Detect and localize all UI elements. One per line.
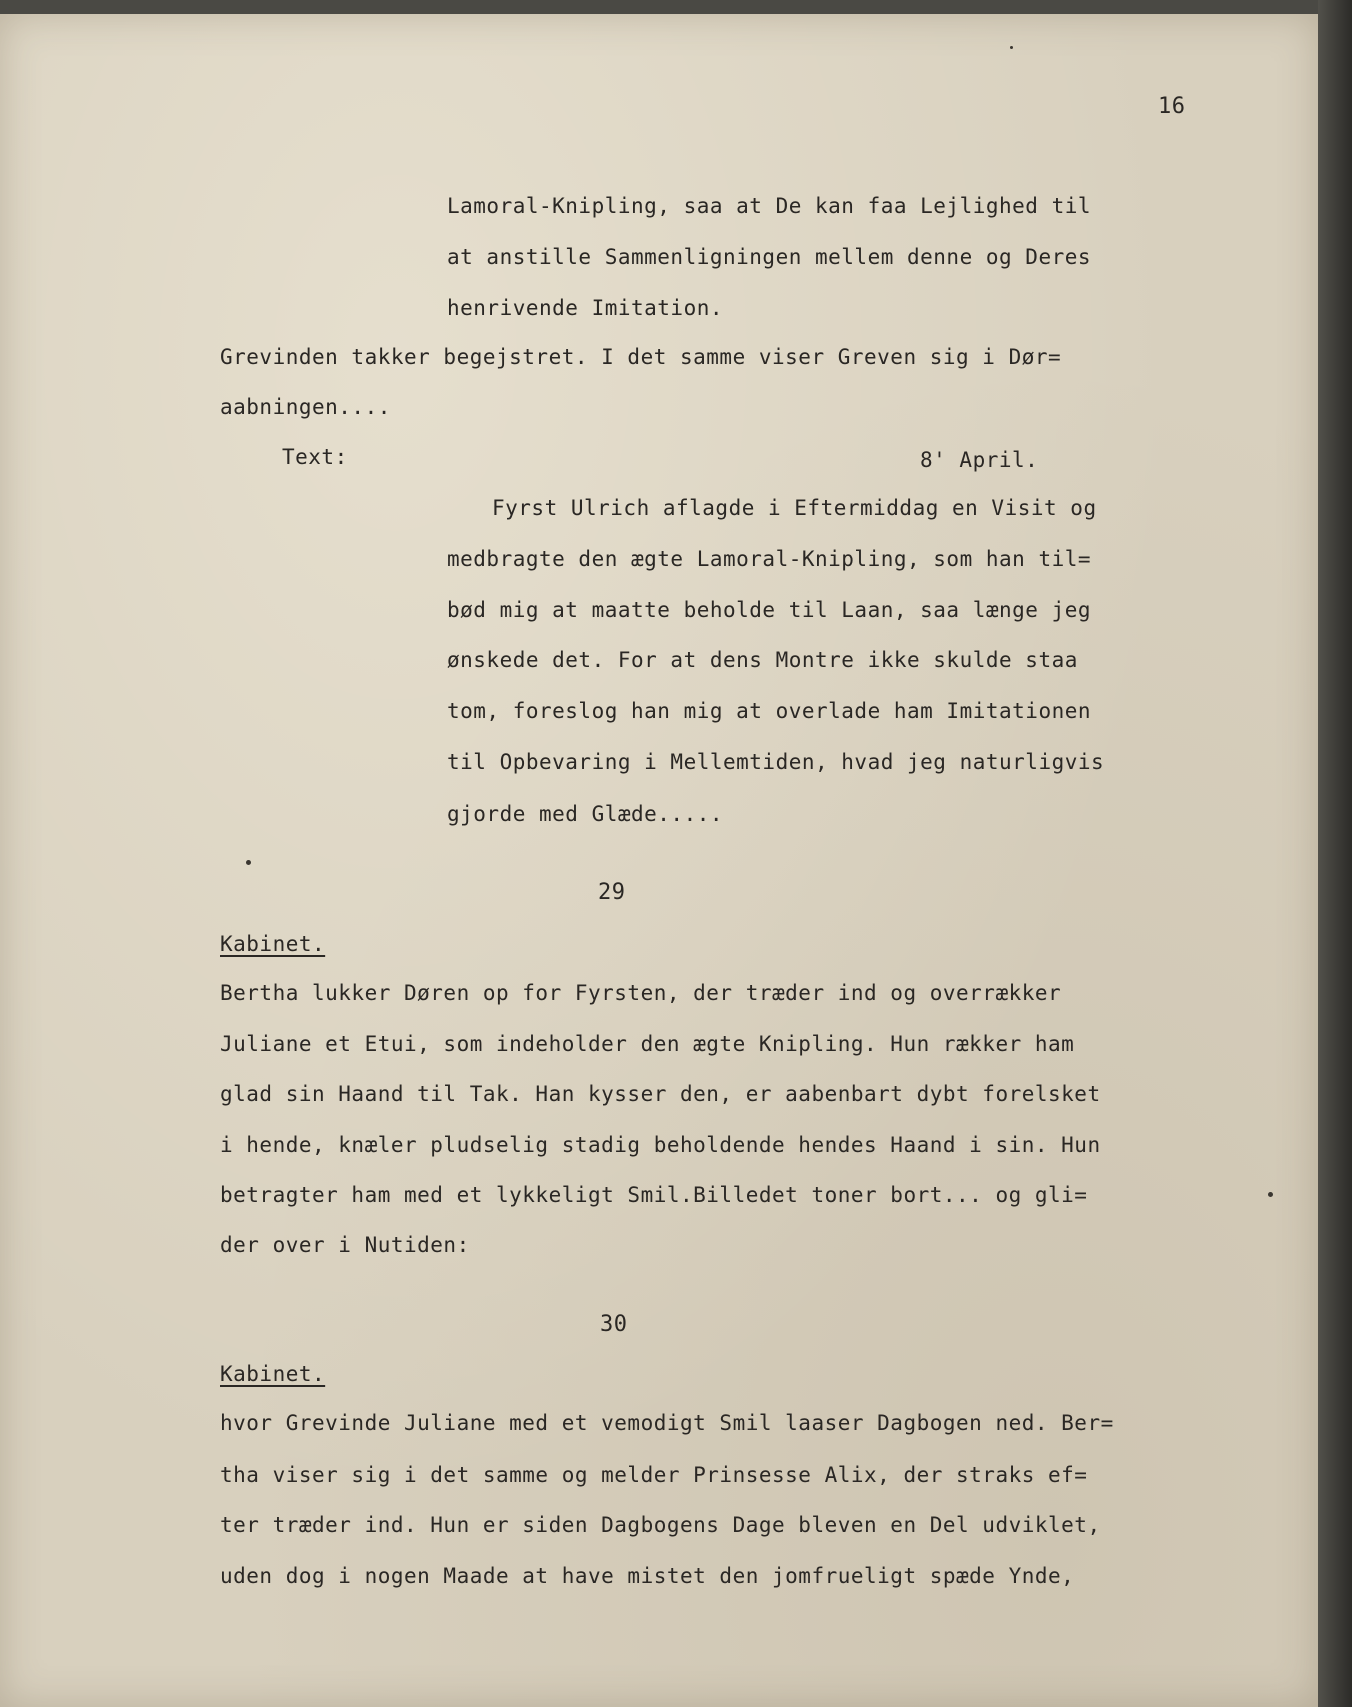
diary-line-5: tom, foreslog han mig at overlade ham Imitationen bbox=[447, 699, 1092, 723]
scene-29-heading: Kabinet. bbox=[220, 932, 326, 956]
scene-30-line-1: hvor Grevinde Juliane med et vemodigt Smil laaser Dagbogen ned. Ber= bbox=[220, 1411, 1114, 1435]
text-label: Text: bbox=[282, 445, 348, 469]
scene-30-line-3: ter træder ind. Hun er siden Dagbogens Dage bleven en Del udviklet, bbox=[220, 1513, 1101, 1537]
diary-line-2: medbragte den ægte Lamoral-Knipling, som han til= bbox=[447, 547, 1092, 571]
scene-29-line-4: i hende, knæler pludselig stadig beholdende hendes Haand i sin. Hun bbox=[220, 1133, 1101, 1157]
stage-direction-line-1: Grevinden takker begejstret. I det samme viser Greven sig i Dør= bbox=[220, 345, 1062, 369]
scene-29-line-2: Juliane et Etui, som indeholder den ægte Knipling. Hun rækker ham bbox=[220, 1032, 1075, 1056]
diary-date: 8' April. bbox=[920, 448, 1039, 472]
scan-right-edge bbox=[1318, 0, 1352, 1707]
scene-30-line-2: tha viser sig i det samme og melder Prinsesse Alix, der straks ef= bbox=[220, 1463, 1088, 1487]
ink-speck bbox=[246, 860, 251, 865]
scene-30-line-4: uden dog i nogen Maade at have mistet den jomfrueligt spæde Ynde, bbox=[220, 1564, 1075, 1588]
ink-speck bbox=[1010, 46, 1013, 49]
page-number: 16 bbox=[1158, 94, 1186, 119]
block1-line-2: at anstille Sammenligningen mellem denne og Deres bbox=[447, 245, 1092, 269]
ink-speck bbox=[1268, 1192, 1273, 1197]
scene-29-number: 29 bbox=[598, 880, 626, 905]
scene-29-line-6: der over i Nutiden: bbox=[220, 1233, 470, 1257]
block1-line-3: henrivende Imitation. bbox=[447, 296, 724, 320]
diary-line-4: ønskede det. For at dens Montre ikke skulde staa bbox=[447, 648, 1078, 672]
diary-line-7: gjorde med Glæde..... bbox=[447, 802, 724, 826]
diary-line-3: bød mig at maatte beholde til Laan, saa længe jeg bbox=[447, 598, 1092, 622]
diary-line-1: Fyrst Ulrich aflagde i Eftermiddag en Visit og bbox=[492, 496, 1097, 520]
scene-30-heading: Kabinet. bbox=[220, 1362, 326, 1386]
scene-29-line-5: betragter ham med et lykkeligt Smil.Billedet toner bort... og gli= bbox=[220, 1183, 1088, 1207]
diary-line-6: til Opbevaring i Mellemtiden, hvad jeg naturligvis bbox=[447, 750, 1105, 774]
block1-line-1: Lamoral-Knipling, saa at De kan faa Lejlighed til bbox=[447, 194, 1092, 218]
scene-29-line-1: Bertha lukker Døren op for Fyrsten, der træder ind og overrækker bbox=[220, 981, 1062, 1005]
scene-29-line-3: glad sin Haand til Tak. Han kysser den, er aabenbart dybt forelsket bbox=[220, 1082, 1101, 1106]
stage-direction-line-2: aabningen.... bbox=[220, 395, 391, 419]
scene-30-number: 30 bbox=[600, 1312, 628, 1337]
